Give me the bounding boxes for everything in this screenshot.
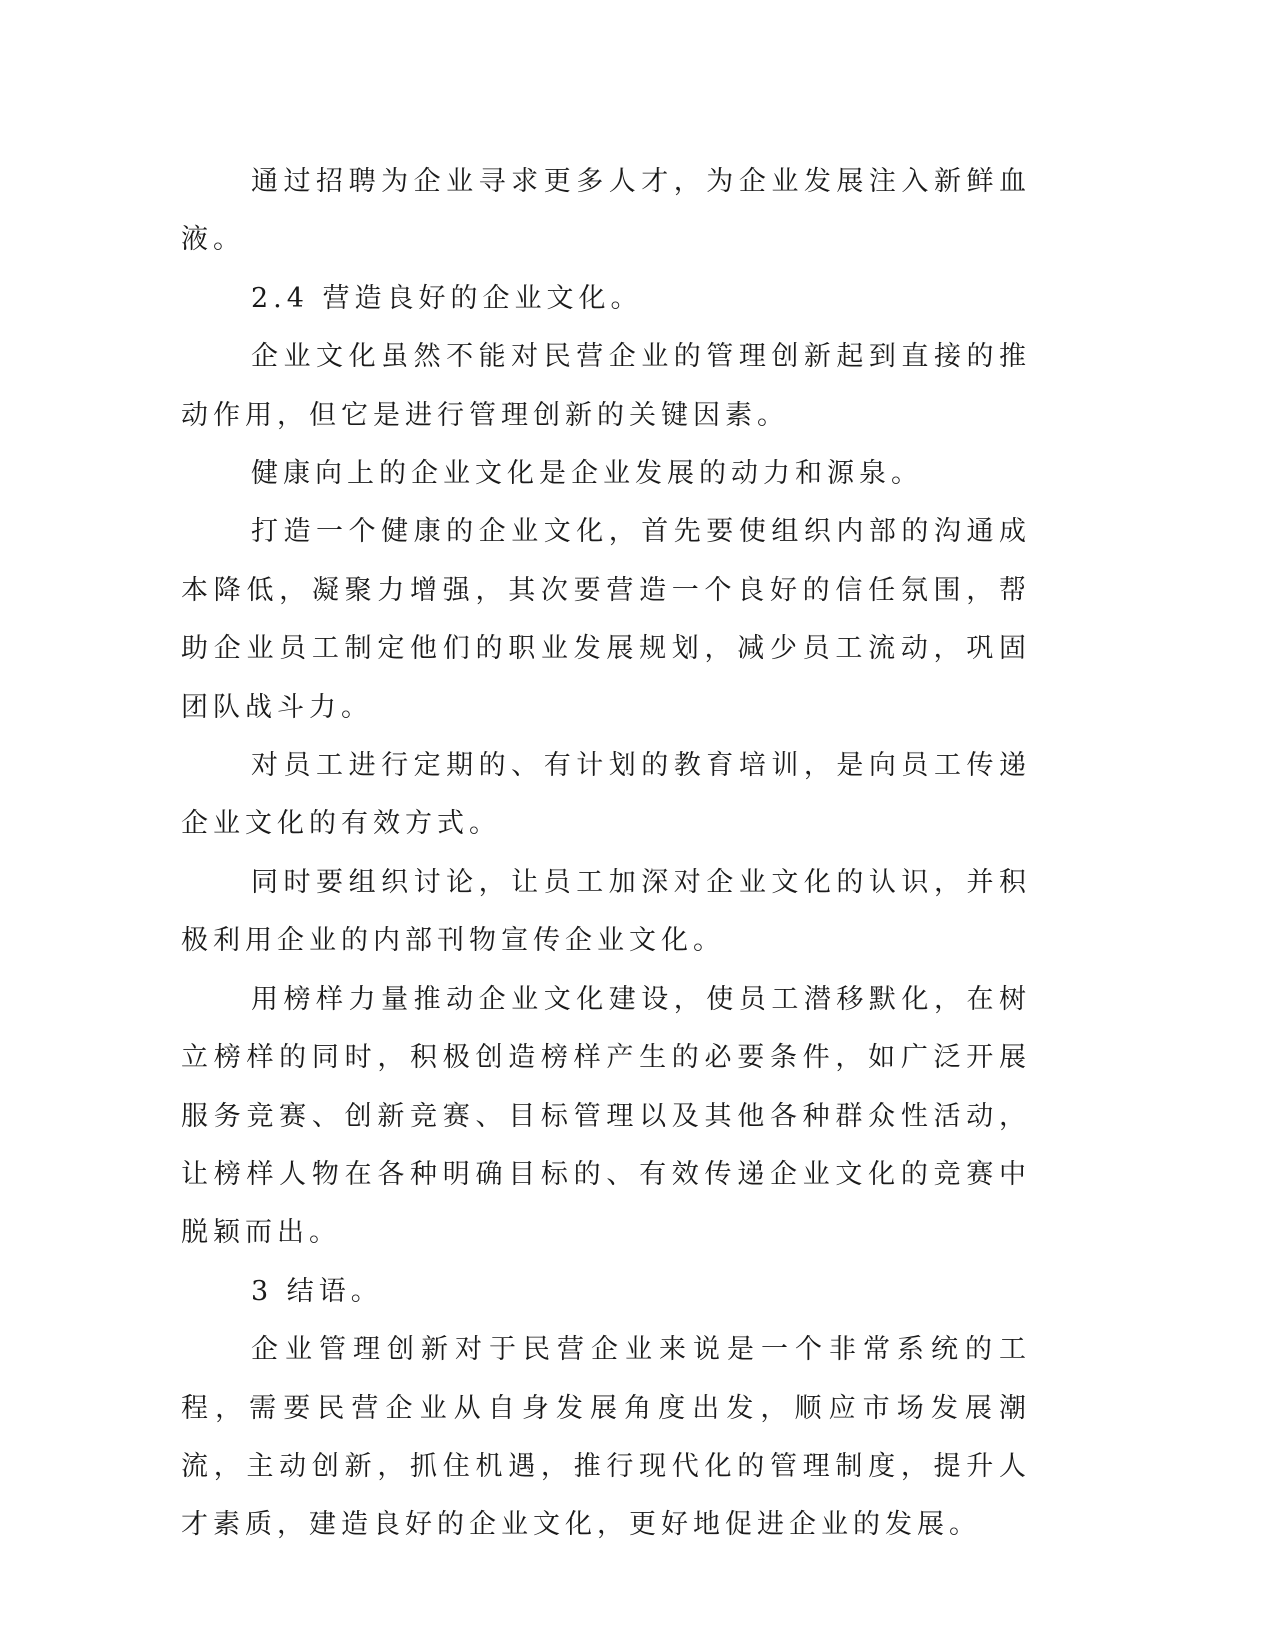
paragraph: 对员工进行定期的、有计划的教育培训，是向员工传递企业文化的有效方式。 [181, 750, 1031, 840]
paragraph: 打造一个健康的企业文化，首先要使组织内部的沟通成本降低，凝聚力增强，其次要营造一个良好的信任氛围，帮助企业员工制定他们的职业发展规划，减少员工流动，巩固团队战斗力。 [181, 516, 1031, 723]
document-body [181, 153, 1031, 1555]
paragraph: 企业管理创新对于民营企业来说是一个非常系统的工程，需要民营企业从自身发展角度出发，顺应市场发展潮流，主动创新，抓住机遇，推行现代化的管理制度，提升人才素质，建造良好的企业文化，更好地促进企业的发展。 [181, 1334, 1031, 1541]
section-heading: 2.4 营造良好的企业文化。 [251, 282, 643, 314]
paragraph: 同时要组织讨论，让员工加深对企业文化的认识，并积极利用企业的内部刊物宣传企业文化。 [181, 866, 1031, 957]
paragraph: 企业文化虽然不能对民营企业的管理创新起到直接的推动作用，但它是进行管理创新的关键因素。 [181, 341, 1031, 431]
section-heading: 3 结语。 [251, 1275, 383, 1307]
paragraph: 健康向上的企业文化是企业发展的动力和源泉。 [251, 458, 923, 490]
paragraph: 用榜样力量推动企业文化建设，使员工潜移默化，在树立榜样的同时，积极创造榜样产生的必要条件，如广泛开展服务竞赛、创新竞赛、目标管理以及其他各种群众性活动，让榜样人物在各种明确目标的、有效传递企业文化的竞赛中脱颖而出。 [181, 983, 1031, 1249]
paragraph: 通过招聘为企业寻求更多人才，为企业发展注入新鲜血液。 [181, 166, 1031, 256]
